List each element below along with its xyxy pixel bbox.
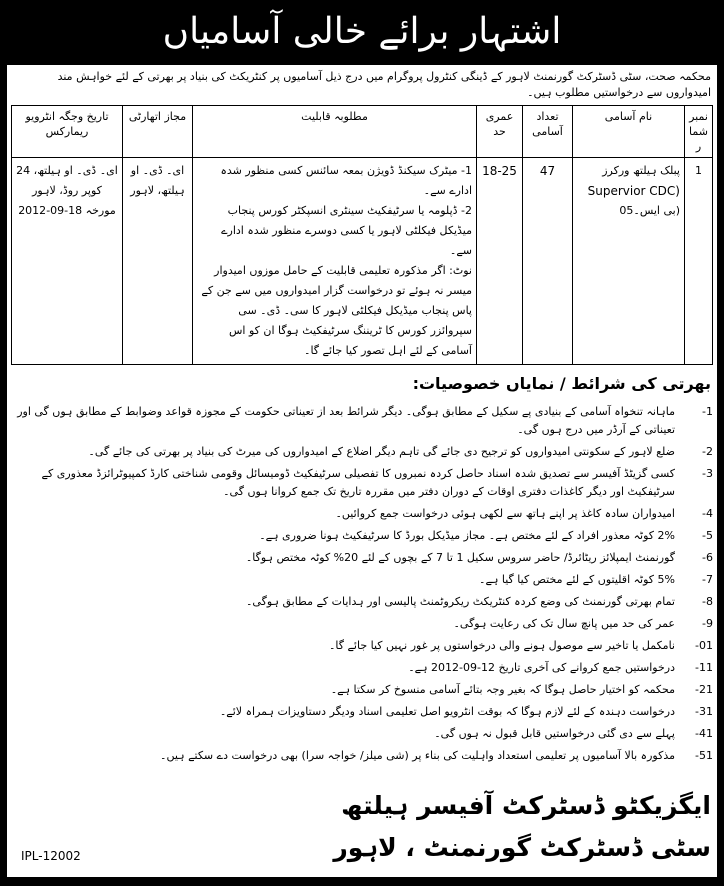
condition-item [11,591,713,613]
condition-number: 5- [702,529,713,542]
post-name-english: Supervior CDC) [587,184,680,198]
cell-qualification [193,158,477,365]
cell-age: 18-25 [477,158,523,365]
cell-authority: ای۔ ڈی۔ او ہیلتھ، لاہور [123,158,193,365]
condition-number: 1- [702,405,713,418]
condition-item [11,503,713,525]
condition-item [11,679,713,701]
conditions-list [11,401,713,767]
issuer-block [333,785,711,869]
footer [11,785,713,869]
header-qualification: مطلوبہ قابلیت [193,106,477,158]
header-age: عمری حد [477,106,523,158]
qualification-1: 1- میٹرک سیکنڈ ڈویژن بمعہ سائنس کسی منظور شدہ ادارے سے۔ [220,164,472,197]
condition-item [11,701,713,723]
condition-item [11,745,713,767]
condition-item [11,463,713,503]
condition-text: ضلع لاہور کے سکونتی امیدواروں کو ترجیح دی جائے گی تاہم دیگر اضلاع کے امیدواروں کی میرٹ کی بنیاد پر بھرتی کی جائے گی۔ [88,445,675,458]
table-header-row [12,106,713,158]
condition-text: درخواست دہندہ کے لئے لازم ہوگا کہ بوقت انٹرویو اصل تعلیمی اسناد ودیگر دستاویزات ہمراہ لائے۔ [219,705,675,718]
condition-number: 10- [695,639,713,652]
header-count: تعداد آسامی [523,106,573,158]
condition-text: مذکورہ بالا آسامیوں پر تعلیمی استعداد واہلیت کی بناء پر (شی میلز/ خواجہ سرا) بھی درخواست دے سکتے ہیں۔ [160,749,675,762]
cell-post [573,158,685,365]
condition-text: 5% کوٹہ اقلیتوں کے لئے مختص کیا گیا ہے۔ [479,573,675,586]
condition-text: 2% کوٹہ معذور افراد کے لئے مختص ہے۔ مجاز میڈیکل بورڈ کا سرٹیفکیٹ ہونا ضروری ہے۔ [259,529,675,542]
condition-item [11,723,713,745]
cell-count: 47 [523,158,573,365]
condition-item [11,613,713,635]
condition-number: 4- [702,507,713,520]
condition-text: پہلے سے دی گئی درخواستیں قابل قبول نہ ہوں گی۔ [434,727,675,740]
interview-date: مورخہ 18-09-2012 [18,204,116,217]
condition-text: امیدواران سادہ کاغذ پر اپنے ہاتھ سے لکھی ہوئی درخواست جمع کروائیں۔ [335,507,675,520]
condition-number: 15- [695,749,713,762]
condition-number: 7- [702,573,713,586]
condition-number: 6- [702,551,713,564]
interview-venue: ای۔ ڈی۔ او ہیلتھ، 24 کوپر روڈ، لاہور [16,164,118,197]
vacancy-table [11,105,713,365]
ad-code: IPL-12002 [21,849,81,863]
condition-number: 9- [702,617,713,630]
condition-text: کسی گزیٹڈ آفیسر سے تصدیق شدہ اسناد حاصل کردہ نمبروں کا تفصیلی سرٹیفکیٹ ڈومیسائل وقومی شناختی کارڈ کمپیوٹرائزڈ معذوری کے سرٹیفکیٹ اور دیگر کاغذات دفتری اوقات کے دوران دفتر میں مقررہ تاریخ تک جمع کروانا ہوں گی۔ [41,467,675,498]
condition-text: گورنمنٹ ایمپلائز ریٹائرڈ/ حاضر سروس سکیل 1 تا 7 کے بچوں کے لئے 20% کوٹہ مختص ہوگا۔ [245,551,675,564]
post-name-urdu: پبلک ہیلتھ ورکرز [602,164,680,177]
header-interview: تاریخ وجگہ انٹرویو ریمارکس [12,106,123,158]
ad-body [6,64,718,878]
cell-serial: 1 [685,158,713,365]
condition-number: 11- [695,661,713,674]
conditions-heading: بھرتی کی شرائط / نمایاں خصوصیات: [412,374,711,393]
table-row [12,158,713,365]
header-serial: نمبر شمار [685,106,713,158]
condition-number: 14- [695,727,713,740]
qualification-note: نوٹ: اگر مذکورہ تعلیمی قابلیت کے حامل موزوں امیدوار میسر نہ ہوئے تو درخواست گزار امیدواروں میں سے جن کے پاس پنجاب میڈیکل فیکلٹی لاہور کا سی۔ ڈی۔ سی سپروائزر کورس کا ٹریننگ سرٹیفکیٹ ہوگا ان کو اس آسامی کے لئے اہل تصور کیا جائے گا۔ [201,264,472,357]
condition-item [11,401,713,441]
condition-text: ماہانہ تنخواہ آسامی کے بنیادی پے سکیل کے مطابق ہوگی۔ دیگر شرائط بعد از تعیناتی حکومت کے مجوزہ قواعد وضوابط کے مطابق ہوں گی اور تعیناتی کے آرڈر میں درج ہوں گی۔ [17,405,675,436]
condition-item [11,635,713,657]
condition-number: 8- [702,595,713,608]
condition-item [11,441,713,463]
condition-number: 3- [702,467,713,480]
issuer-office: سٹی ڈسٹرکٹ گورنمنٹ ، لاہور [333,833,711,862]
condition-number: 12- [695,683,713,696]
cell-interview [12,158,123,365]
condition-text: عمر کی حد میں پانچ سال تک کی رعایت ہوگی۔ [453,617,675,630]
intro-text: محکمہ صحت، سٹی ڈسٹرکٹ گورنمنٹ لاہور کے ڈینگی کنٹرول پروگرام میں درج ذیل آسامیوں پر کنٹریکٹ کی بنیاد پر بھرتی کے لئے خواہش مند امیدواروں سے درخواستیں مطلوب ہیں۔ [57,70,711,99]
condition-item [11,569,713,591]
issuer-title: ایگزیکٹو ڈسٹرکٹ آفیسر ہیلتھ [341,791,711,820]
condition-item [11,525,713,547]
header-post: نام آسامی [573,106,685,158]
qualification-2: 2- ڈپلومہ یا سرٹیفکیٹ سینٹری انسپکٹر کورس پنجاب میڈیکل فیکلٹی لاہور یا کسی دوسرے منظور شدہ ادارے سے۔ [221,204,472,257]
condition-text: نامکمل یا تاخیر سے موصول ہونے والی درخواستوں پر غور نہیں کیا جائے گا۔ [328,639,675,652]
header-authority: مجاز اتھارٹی [123,106,193,158]
condition-text: تمام بھرتی گورنمنٹ کی وضع کردہ کنٹریکٹ ریکروٹمنٹ پالیسی اور ہدایات کے مطابق ہوگی۔ [245,595,675,608]
condition-text: درخواستیں جمع کروانے کی آخری تاریخ 12-09-2012 ہے۔ [408,661,675,674]
condition-number: 2- [702,445,713,458]
post-scale: (بی ایس۔05 [619,204,680,217]
condition-item [11,547,713,569]
condition-text: محکمہ کو اختیار حاصل ہوگا کہ بغیر وجہ بتائے آسامی منسوخ کر سکتا ہے۔ [330,683,675,696]
condition-item [11,657,713,679]
ad-title: اشتہار برائے خالی آسامیاں [162,11,562,52]
condition-number: 13- [695,705,713,718]
